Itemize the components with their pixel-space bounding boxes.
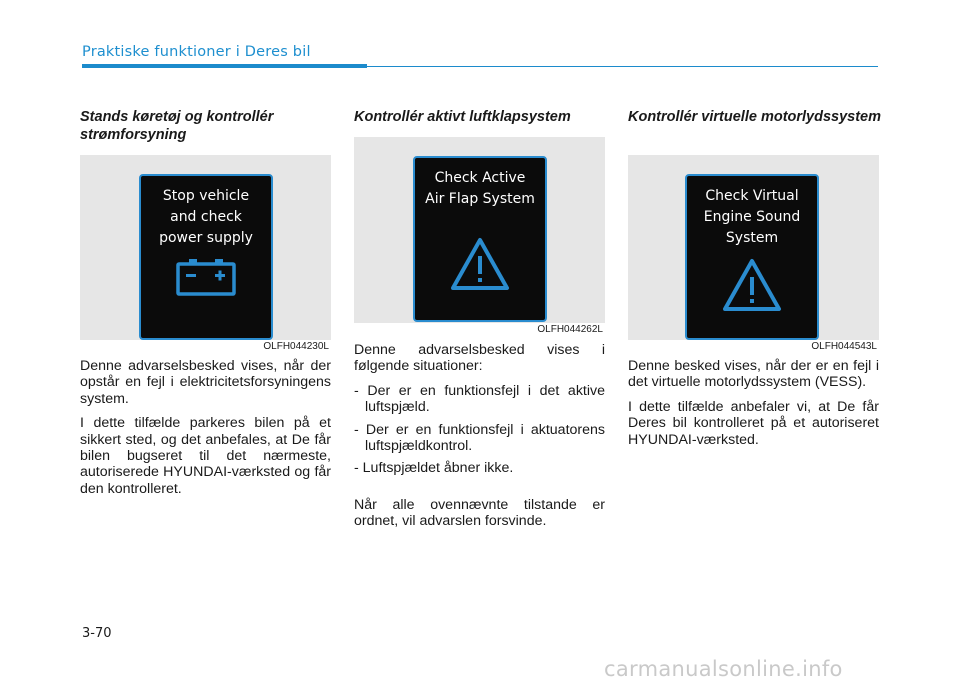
figure-code: OLFH044230L [263,341,329,352]
header-rule-thin [367,66,878,67]
warning-triangle-icon [449,236,511,292]
page-number: 3-70 [82,626,112,641]
paragraph: I dette tilfælde anbefaler vi, at De får Deres bil kontrolleret på et autoriseret HYUNDAI-værksted. [628,398,879,448]
screen-message: Check Virtual Engine Sound System [703,188,801,246]
cluster-screen [139,174,273,340]
figure-power-supply [80,155,331,352]
warning-triangle-icon [721,257,783,313]
header-rule-thick [82,64,367,68]
paragraph: Denne besked vises, når der er en fejl i det virtuelle motorlydssystem (VESS). [628,358,879,391]
section-air-flap [354,108,608,530]
figure-code: OLFH044262L [537,324,603,335]
watermark: carmanualsonline.info [604,657,843,681]
paragraph: Denne advarselsbesked vises i følgende situationer: [354,342,605,375]
figure-virtual-engine-sound [628,155,879,352]
bullet-list [354,383,605,477]
screen-message: Check Active Air Flap System [425,170,535,207]
paragraph: I dette tilfælde parkeres bilen på et sikkert sted, og det anbefales, at De får bilen bugseret til det nærmeste, autoriserede HYUNDAI-værksted og får den kontrolleret. [80,415,331,497]
list-item: - Luftspjældet åbner ikke. [354,460,514,477]
screen-message: Stop vehicle and check power supply [159,188,253,246]
figure-air-flap [354,137,605,335]
heading-air-flap: Kontrollér aktivt luftklapsystem [354,109,571,125]
list-item: - Der er en funktionsfejl i aktuatorens luftspjældkontrol. [354,421,605,455]
paragraph: Når alle ovennævnte tilstande er ordnet, vil advarslen forsvinde. [354,496,605,530]
section-virtual-engine-sound [628,108,882,448]
heading-virtual-engine-sound: Kontrollér virtuelle motorlydssystem [628,109,882,125]
body-power-supply [80,358,331,505]
body-air-flap [354,342,605,538]
cluster-screen [685,174,819,340]
heading-power-supply: Stands køretøj og kontrollér strømforsyning [80,109,274,143]
battery-icon [175,257,237,297]
figure-code: OLFH044543L [811,341,877,352]
list-item: - Der er en funktionsfejl i det aktive luftspjæld. [354,382,605,416]
section-power-supply [80,108,334,497]
section-title: Praktiske funktioner i Deres bil [82,44,311,60]
paragraph: Denne advarselsbesked vises, når der opstår en fejl i elektricitetsforsyningens system. [80,358,331,407]
cluster-screen [413,156,547,322]
body-virtual-engine-sound [628,358,879,456]
